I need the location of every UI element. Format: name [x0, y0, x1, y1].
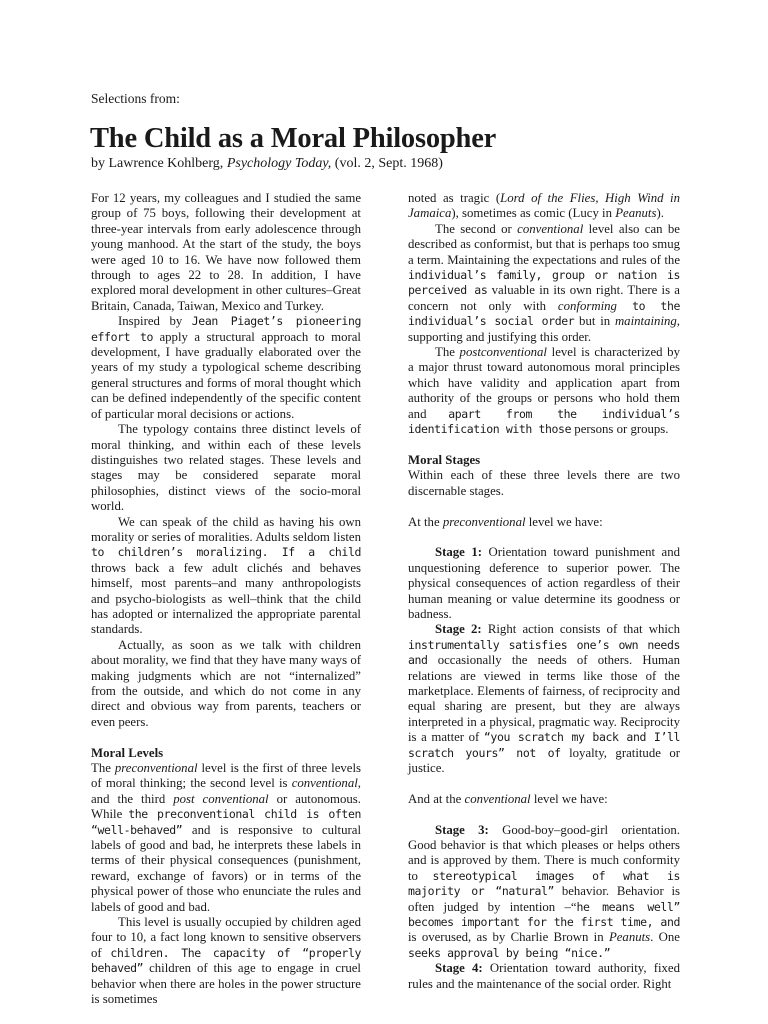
paragraph: At the preconventional level we have: — [408, 514, 603, 529]
left-column — [91, 191, 361, 1008]
paragraph: For 12 years, my colleagues and I studied the same group of 75 boys, following their development at three-year intervals from early adolescence through young manhood. At the start of the study, the boys were aged 10 to 16. We have now followed them through to ages 22 to 28. In addition, I have explored moral development in other cultures–Great Britain, Canada, Taiwan, Mexico and Turkey. — [91, 191, 361, 313]
paragraph: The second or conventional level also can be described as conformist, but that is perhaps too smug a term. Maintaining the expectations and rules of the individual’s family, group or nation is perceived as valuable in its own right. There is a concern not only with conforming to the individual’s social order but in maintaining, supporting and justifying this order. — [408, 221, 680, 344]
section-heading: Moral Stages — [408, 452, 481, 467]
paragraph: This level is usually occupied by children aged four to 10, a fact long known to sensitive observers of children. The capacity of “properly behaved” children of this age to engage in cruel behavior when there are holes in the power structure is sometimes — [91, 915, 361, 1007]
byline — [91, 156, 443, 172]
paragraph: We can speak of the child as having his own morality or series of moralities. Adults seldom listen to children’s moralizing. If a child throws back a few adult clichés and behaves himself, most parents–and many anthropologists and psycho-biologists as well–think that the child has adopted or internalized the appropriate parental standards. — [91, 514, 361, 637]
paragraph: The typology contains three distinct levels of moral thinking, and within each of these levels distinguishes two related stages. These levels and stages may be considered separate moral philosophies, distinct views of the socio-moral world. — [91, 422, 361, 514]
byline-journal: Psychology Today, — [226, 156, 332, 171]
paragraph: Within each of these three levels there are two discernable stages. — [408, 468, 680, 498]
stage-1-paragraph: Stage 1: Orientation toward punishment and unquestioning deference to superior power. The physical consequences of action regardless of their human meaning or value determine its goodness or badness. — [408, 545, 680, 621]
stage-2-paragraph: Stage 2: Right action consists of that which instrumentally satisfies one’s own needs and occasionally the needs of others. Human relations are viewed in terms like those of the marketplace. Elements of fairness, of reciprocity and equal sharing are present, but they are always interpreted in a physical, pragmatic way. Reciprocity is a matter of “you scratch my back and I’ll scratch yours” not of loyalty, gratitude or justice. — [408, 622, 681, 775]
stage-3-paragraph: Stage 3: Good-boy–good-girl orientation. Good behavior is that which pleases or helps others and is approved by them. There is much conformity to stereotypical images of what is majority or “natural” behavior. Behavior is often judged by intention –“he means well” becomes important for the first time, and is overused, as by Charlie Brown in Peanuts. One seeks approval by being “nice.” — [408, 822, 681, 960]
section-heading: Moral Levels — [91, 745, 164, 760]
page-title: The Child as a Moral Philosopher — [90, 123, 497, 154]
paragraph: noted as tragic (Lord of the Flies, High Wind in Jamaica), sometimes as comic (Lucy in Peanuts). — [408, 191, 680, 221]
byline-volume: (vol. 2, Sept. 1968) — [331, 156, 443, 171]
paragraph: And at the conventional level we have: — [408, 791, 608, 806]
selections-label: Selections from: — [91, 91, 180, 106]
stage-4-paragraph: Stage 4: Orientation toward authority, fixed rules and the maintenance of the social order. Right — [408, 961, 680, 991]
right-column — [408, 191, 680, 992]
paragraph: Actually, as soon as we talk with children about morality, we find that they have many ways of making judgments which are not “internalized” from the outside, and which do not come in any direct and obvious way from parents, teachers or even peers. — [91, 637, 361, 729]
paragraph: The postconventional level is characterized by a major thrust toward autonomous moral principles which have validity and application apart from authority of the groups or persons who hold them and apart from the individual’s identification with those persons or groups. — [408, 345, 681, 437]
byline-author: by Lawrence Kohlberg, — [91, 156, 227, 171]
paragraph: Inspired by Jean Piaget’s pioneering effort to apply a structural approach to moral development, I have gradually elaborated over the years of my study a typological scheme describing general structures and forms of moral thought which can be defined independently of the specific content of particular moral decisions or actions. — [91, 314, 361, 421]
paragraph: The preconventional level is the first of three levels of moral thinking; the second level is conventional, and the third post conventional or autonomous. While the preconventional child is often “well-behaved” and is responsive to cultural labels of good and bad, he interprets these labels in terms of their physical consequences (punishment, reward, exchange of favors) or in terms of the physical power of those who enunciate the rules and labels of good and bad. — [91, 761, 361, 914]
